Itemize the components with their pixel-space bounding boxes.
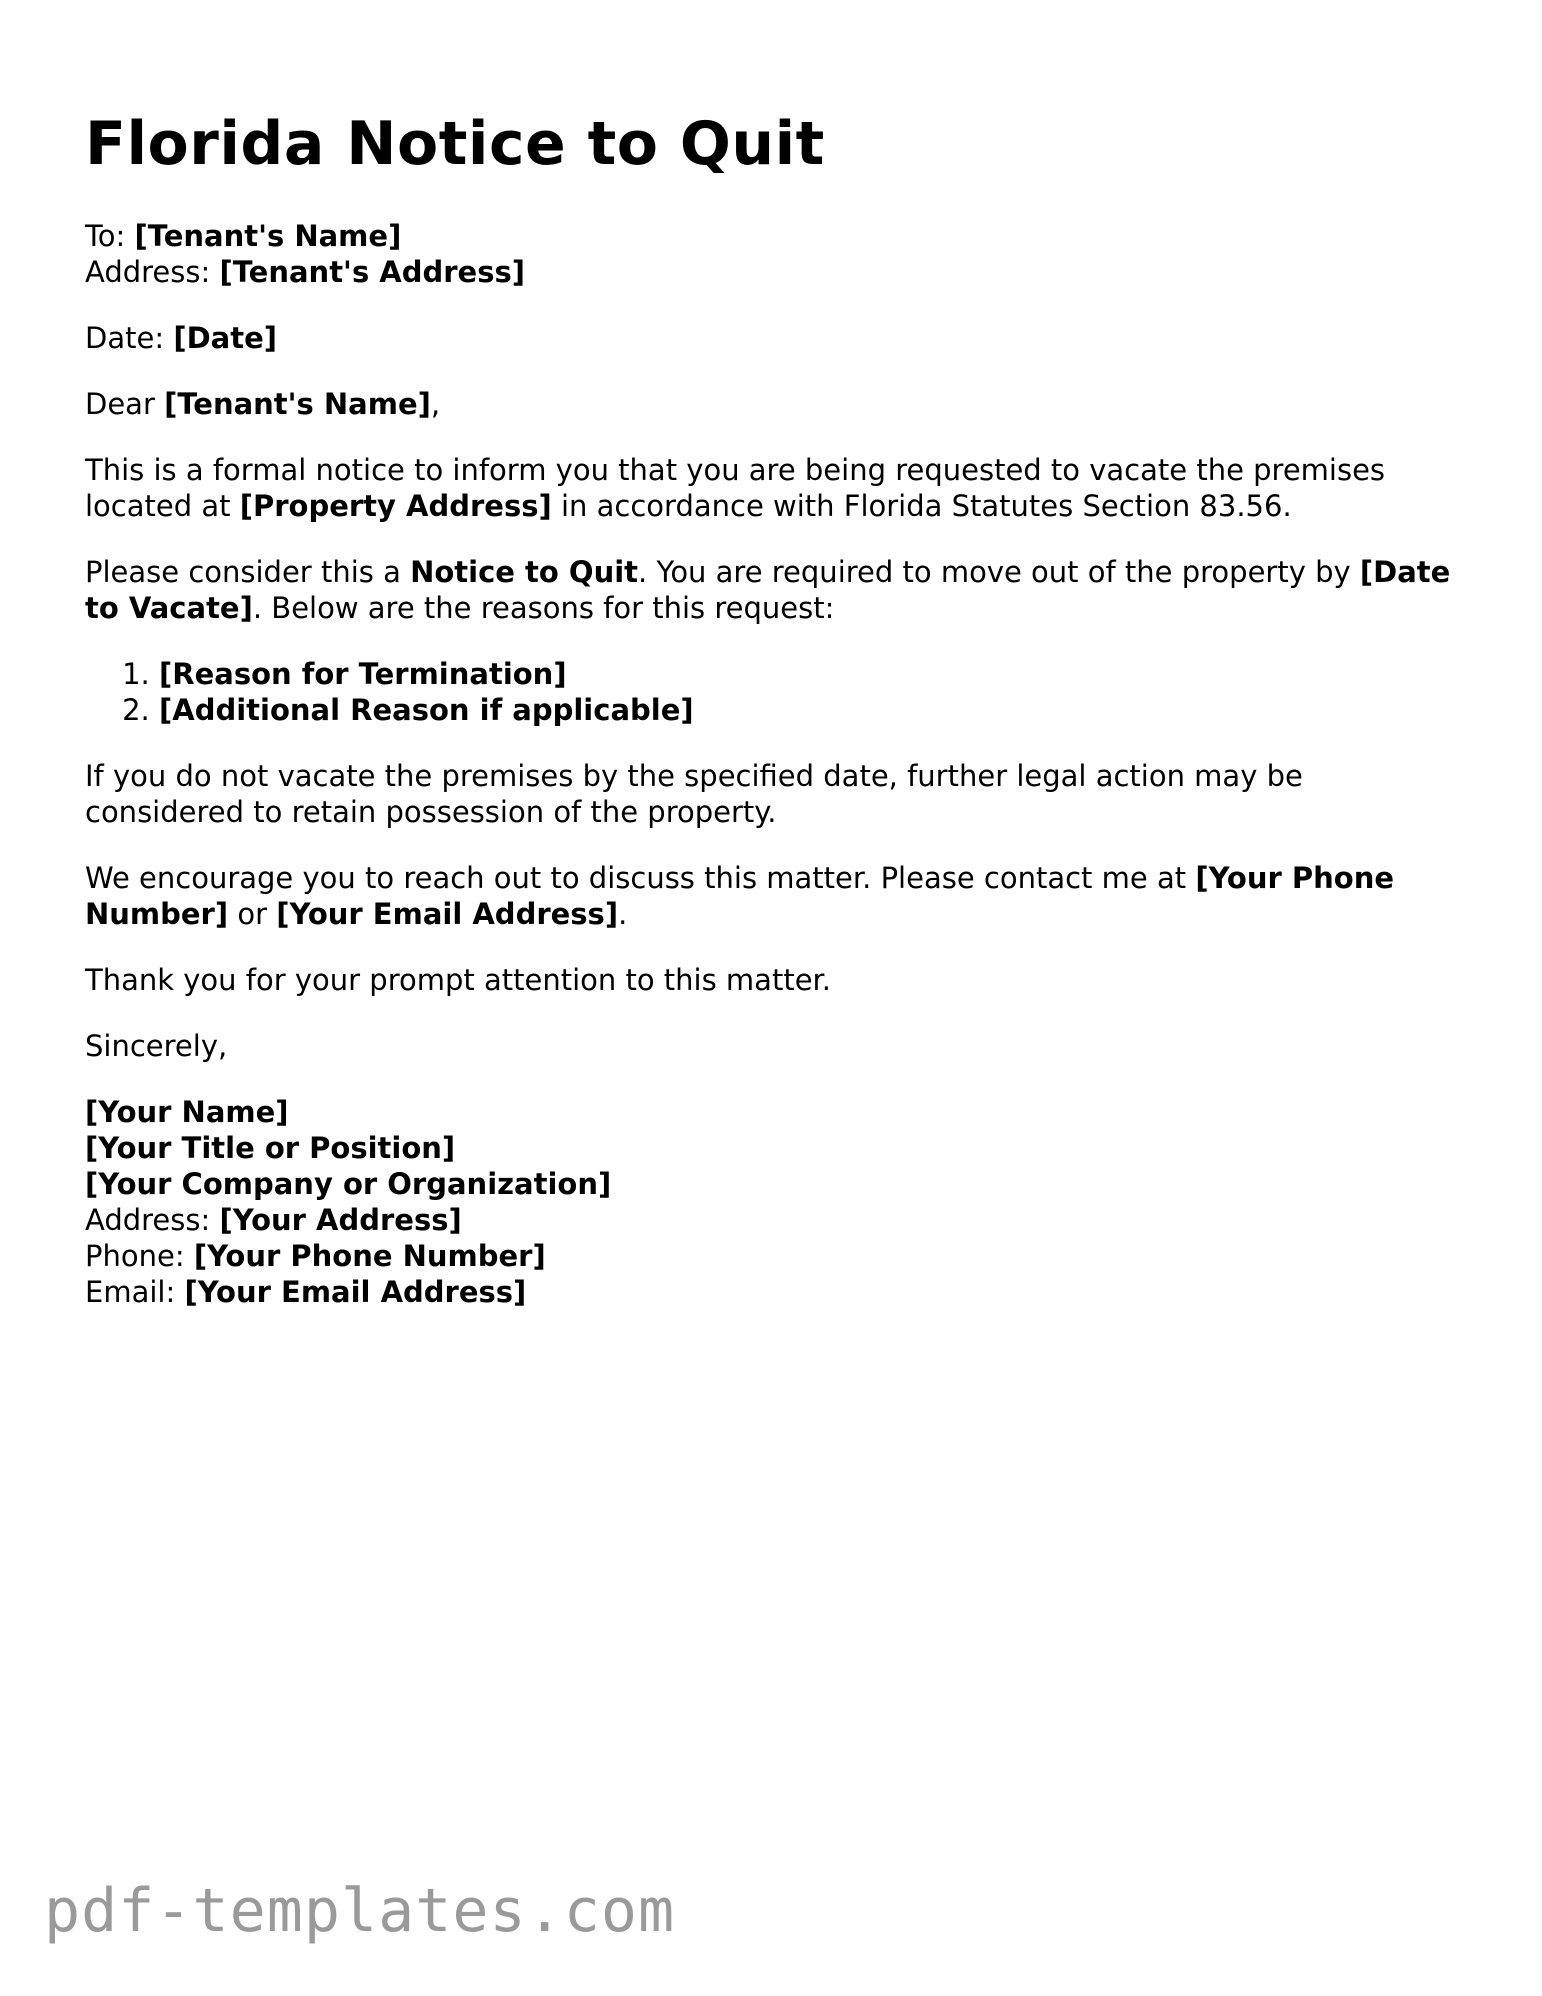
sender-address-label: Address: xyxy=(85,1203,211,1237)
salutation-prefix: Dear xyxy=(85,387,165,421)
closing: Sincerely, xyxy=(85,1029,228,1063)
list-item: 1. [Reason for Termination] xyxy=(159,656,1465,692)
address-label: Address: xyxy=(85,255,211,289)
paragraph-text: We encourage you to reach out to discuss this matter. Please contact me at xyxy=(85,861,1196,895)
letter-body xyxy=(85,218,1465,1310)
paragraph-legal-action: If you do not vacate the premises by the specified date, further legal action may be considered to retain possession of the property. xyxy=(85,759,1303,829)
paragraph-text: . Below are the reasons for this request: xyxy=(252,591,835,625)
reasons-list xyxy=(85,656,1465,728)
date-value: [Date] xyxy=(173,321,277,355)
to-label: To: xyxy=(85,219,126,253)
sender-phone-label: Phone: xyxy=(85,1239,185,1273)
sender-title: [Your Title or Position] xyxy=(85,1131,456,1165)
paragraph-quit xyxy=(85,554,1465,626)
watermark: pdf-templates.com xyxy=(44,1876,676,1946)
document-title: Florida Notice to Quit xyxy=(85,109,825,179)
paragraph-thanks: Thank you for your prompt attention to this matter. xyxy=(85,963,832,997)
paragraph-text: . xyxy=(618,897,628,931)
notice-to-quit: Notice to Quit xyxy=(410,555,639,589)
tenant-address: [Tenant's Address] xyxy=(219,255,526,289)
date-label: Date: xyxy=(85,321,165,355)
list-item: 2. [Additional Reason if applicable] xyxy=(159,692,1465,728)
recipient-block xyxy=(85,218,1465,290)
sender-address: [Your Address] xyxy=(219,1203,462,1237)
salutation-suffix: , xyxy=(430,387,441,421)
paragraph-text: This is a formal notice to inform you that you are being requested to vacate the premises located at xyxy=(85,453,1386,523)
paragraph-text: in accordance with Florida Statutes Section 83.56. xyxy=(551,489,1292,523)
salutation xyxy=(85,386,1465,422)
date-line xyxy=(85,320,1465,356)
sender-email-label: Email: xyxy=(85,1275,176,1309)
tenant-name: [Tenant's Name] xyxy=(134,219,402,253)
salutation-name: [Tenant's Name] xyxy=(164,387,431,421)
sender-email: [Your Email Address] xyxy=(184,1275,527,1309)
contact-phone: [Your Phone Number] xyxy=(85,861,1395,931)
contact-email: [Your Email Address] xyxy=(276,897,619,931)
property-address: [Property Address] xyxy=(239,489,552,523)
paragraph-notice xyxy=(85,452,1465,524)
paragraph-text: . You are required to move out of the property by xyxy=(638,555,1360,589)
sender-company: [Your Company or Organization] xyxy=(85,1167,612,1201)
paragraph-text: or xyxy=(228,897,277,931)
vacate-date: [Date to Vacate] xyxy=(85,555,1451,625)
signature-block xyxy=(85,1094,1465,1310)
paragraph-contact xyxy=(85,860,1465,932)
paragraph-text: Please consider this a xyxy=(85,555,411,589)
sender-name: [Your Name] xyxy=(85,1095,289,1129)
sender-phone: [Your Phone Number] xyxy=(193,1239,546,1273)
